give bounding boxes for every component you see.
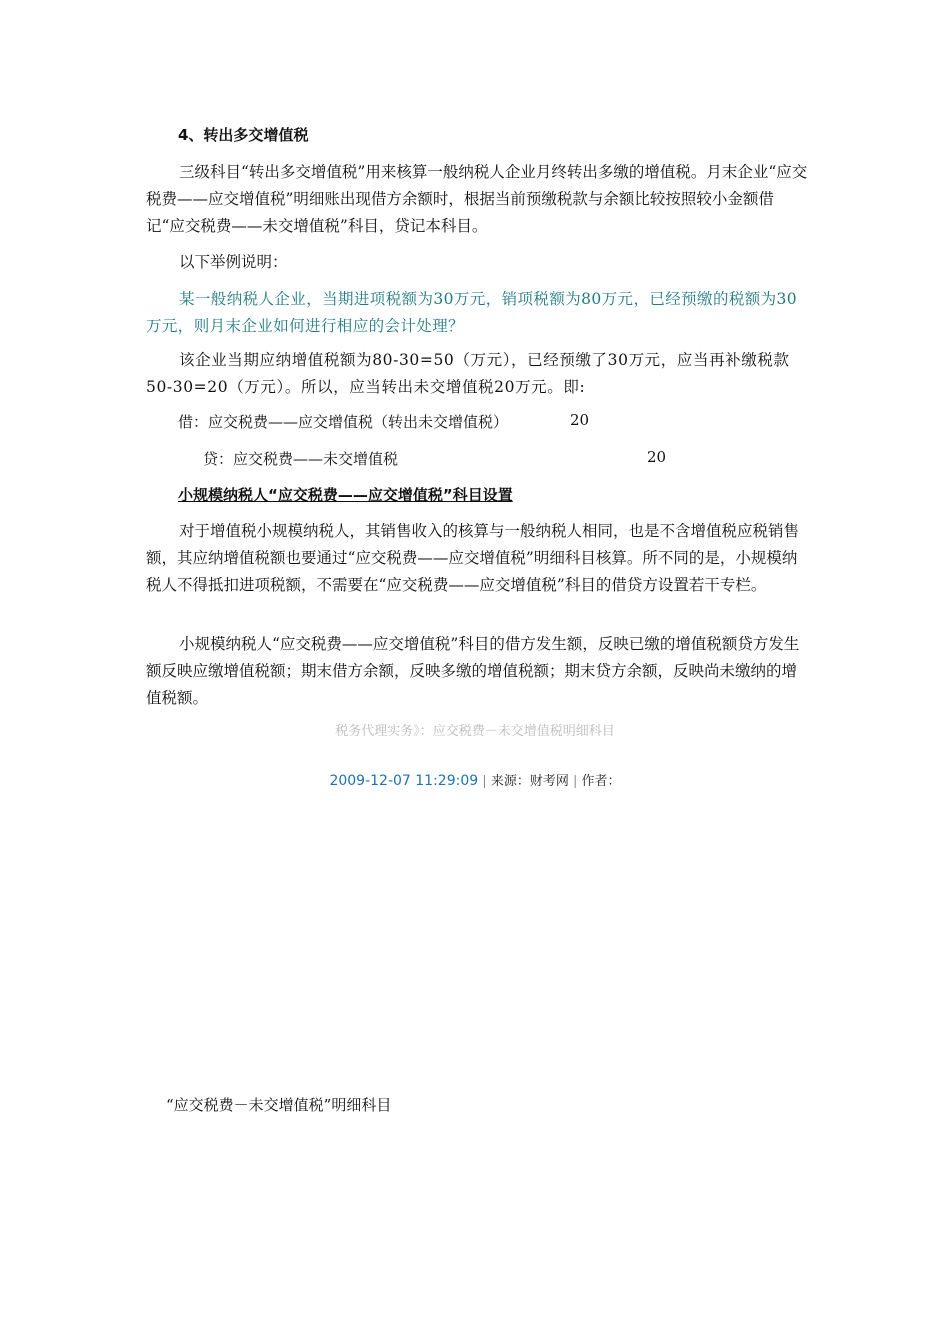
paragraph: 三级科目“转出多交增值税”用来核算一般纳税人企业月终转出多缴的增值税。月末企业“应交税费——应交增值税”明细账出现借方余额时，根据当前预缴税款与余额比较按照较小金额借记“应交税费——未交增值税”科目，贷记本科目。 xyxy=(146,163,808,235)
article-date: 2009-12-07 11:29:09 xyxy=(329,773,479,789)
debit-amount: 20 xyxy=(570,411,590,429)
paragraph: 对于增值税小规模纳税人，其销售收入的核算与一般纳税人相同，也是不含增值税应税销售额，其应纳增值税额也要通过“应交税费——应交增值税”明细科目核算。所不同的是，小规模纳税人不得抵扣进项税额，不需要在“应交税费——应交增值税”科目的借贷方设置若干专栏。 xyxy=(146,522,800,594)
paragraph: 小规模纳税人“应交税费——应交增值税”科目的借方发生额，反映已缴的增值税额贷方发生额反映应缴增值税额；期末借方余额，反映多缴的增值税额；期末贷方余额，反映尚未缴纳的增值税额。 xyxy=(146,635,800,707)
divider: | xyxy=(482,774,487,789)
small-taxpayer-heading: 小规模纳税人“应交税费——应交增值税”科目设置 xyxy=(178,486,513,504)
source-label: 来源： xyxy=(490,774,530,789)
example-paragraph: 某一般纳税人企业，当期进项税额为30万元，销项税额为80万元，已经预缴的税额为30万元，则月末企业如何进行相应的会计处理？ xyxy=(146,290,798,335)
answer-paragraph: 该企业当期应纳增值税额为80-30=50（万元），已经预缴了30万元，应当再补缴税款50-30=20（万元）。所以，应当转出未交增值税20万元。即: xyxy=(146,351,790,396)
divider: | xyxy=(573,774,578,789)
article-title: 税务代理实务》：应交税费－未交增值税明细科目 xyxy=(335,724,615,739)
footer-caption: “应交税费－未交增值税”明细科目 xyxy=(166,1096,392,1114)
debit-entry: 借：应交税费——应交增值税（转出未交增值税） xyxy=(178,413,509,431)
credit-amount: 20 xyxy=(647,448,667,466)
paragraph: 以下举例说明： xyxy=(179,253,288,271)
source-link[interactable]: 财考网 xyxy=(529,774,569,789)
section-heading: 4、转出多交增值税 xyxy=(178,126,309,144)
article-meta xyxy=(0,770,950,789)
author-label: 作者： xyxy=(581,774,621,789)
credit-entry: 贷：应交税费——未交增值税 xyxy=(203,450,399,468)
